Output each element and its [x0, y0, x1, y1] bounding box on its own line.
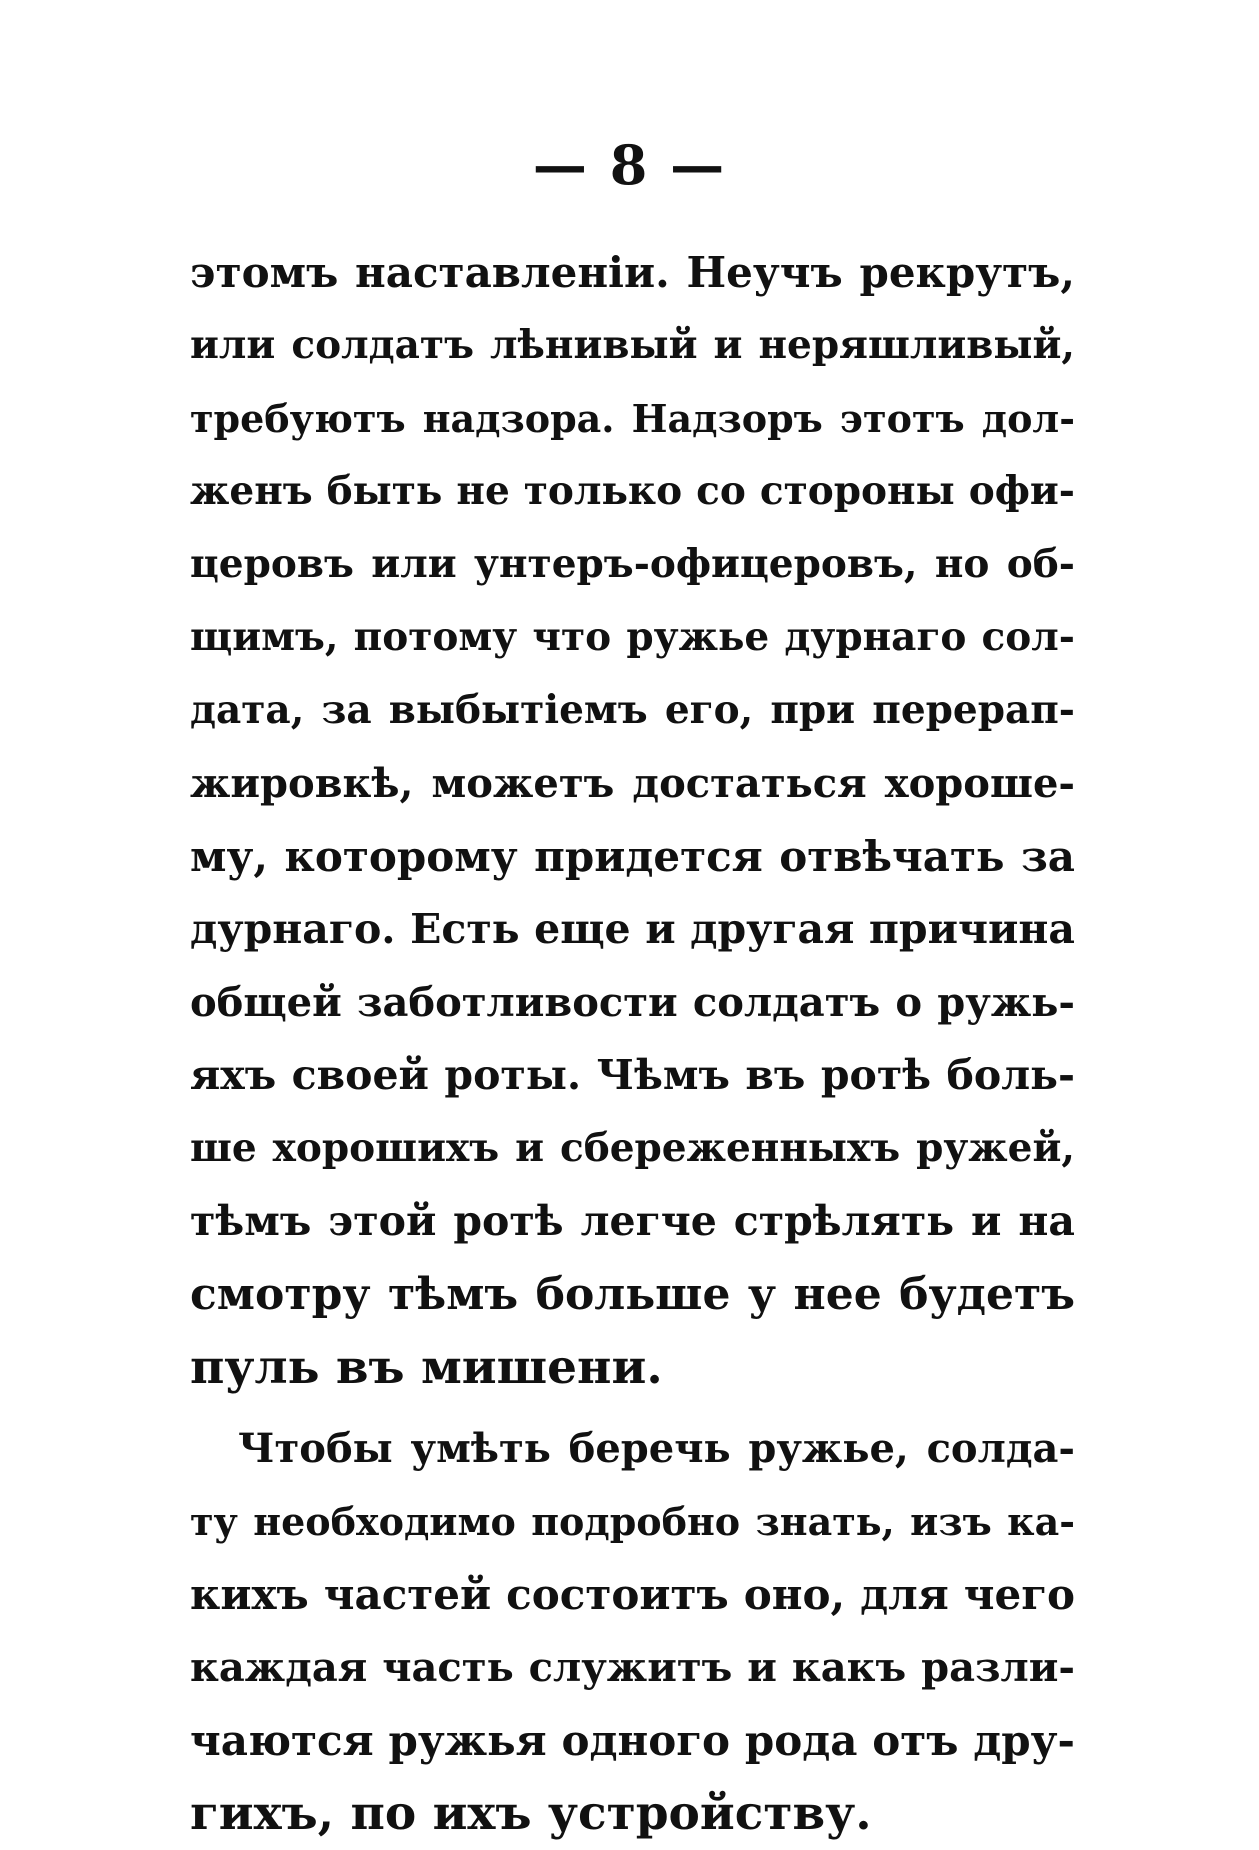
- paragraph-spacer: [190, 1404, 1075, 1412]
- paragraph-1: [190, 236, 1075, 1404]
- text-line: женъ быть не только со стороны офи-: [190, 468, 1075, 514]
- text-line: гихъ, по ихъ устройству.: [190, 1786, 872, 1841]
- text-line: щимъ, потому что ружье дурнаго сол-: [190, 614, 1075, 660]
- text-line: Чтобы умѣть беречь ружье, солда-: [238, 1425, 1075, 1472]
- page-number: — 8 —: [532, 133, 727, 197]
- page-text: [190, 236, 1075, 1850]
- text-line: чаются ружья одного рода отъ дру-: [190, 1716, 1075, 1765]
- text-line: дурнаго. Есть еще и другая причина: [190, 905, 1075, 953]
- text-line: этомъ наставленіи. Неучъ рекрутъ,: [190, 248, 1075, 297]
- text-line: каждая часть служитъ и какъ разли-: [190, 1644, 1075, 1691]
- text-line: пуль въ мишени.: [190, 1340, 663, 1395]
- text-line: церовъ или унтеръ-офицеровъ, но об-: [190, 541, 1075, 587]
- text-line: жировкѣ, можетъ достаться хороше-: [190, 760, 1075, 807]
- text-line: требуютъ надзора. Надзоръ этотъ дол-: [190, 396, 1075, 441]
- text-line: кихъ частей состоитъ оно, для чего: [190, 1570, 1075, 1619]
- paragraph-2: [190, 1412, 1075, 1850]
- text-line: яхъ своей роты. Чѣмъ въ ротѣ боль-: [190, 1051, 1075, 1099]
- text-line: или солдатъ лѣнивый и неряшливый,: [190, 322, 1075, 368]
- text-line: ту необходимо подробно знать, изъ ка-: [190, 1499, 1075, 1544]
- text-line: дата, за выбытіемъ его, при перерап-: [190, 687, 1075, 733]
- text-line: общей заботливости солдатъ о ружь-: [190, 979, 1075, 1026]
- text-line: тѣмъ этой ротѣ легче стрѣлять и на: [190, 1197, 1075, 1245]
- text-line: смотру тѣмъ больше у нее будетъ: [190, 1269, 1075, 1320]
- text-line: му, которому придется отвѣчать за: [190, 832, 1075, 881]
- text-line: ше хорошихъ и сбереженныхъ ружей,: [190, 1125, 1075, 1171]
